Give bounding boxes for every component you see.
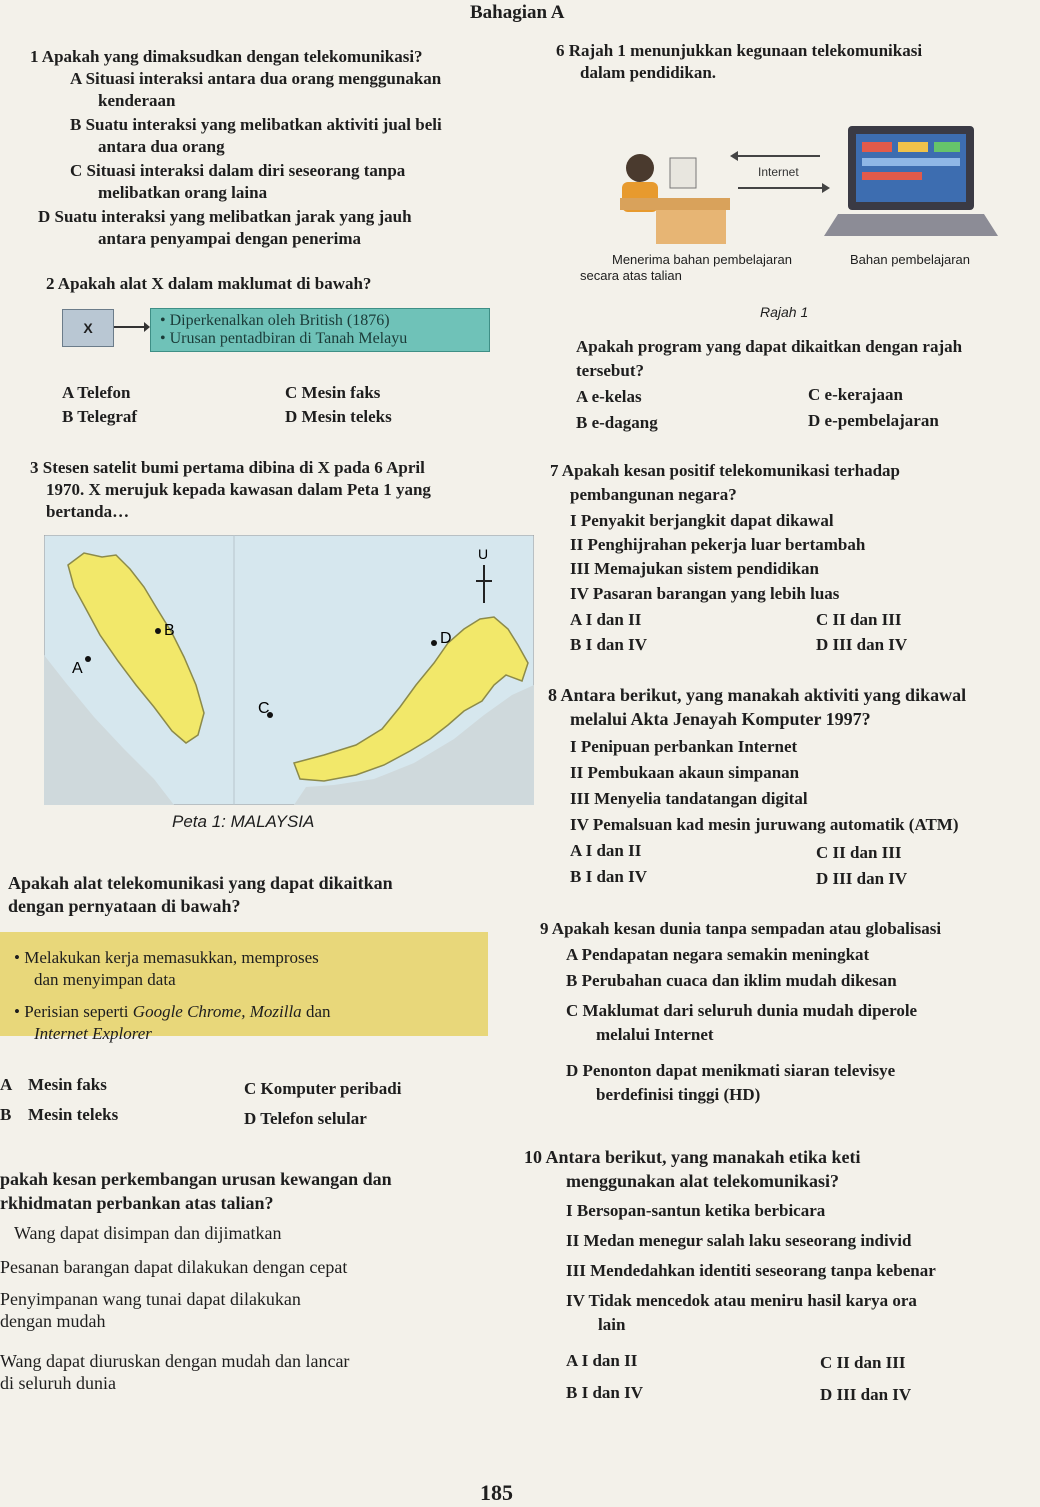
screen-block-3: [934, 142, 960, 152]
q2-arrow-icon: [114, 319, 150, 335]
q4-bullet-2d: Internet Explorer: [34, 1024, 152, 1043]
q10-option-d: D III dan IV: [820, 1385, 912, 1404]
q3-stem-line3: bertanda…: [46, 502, 130, 521]
q5-option-4a: Wang dapat diuruskan dengan mudah dan lancar: [0, 1351, 350, 1371]
q1-option-b-cont: antara dua orang: [98, 137, 225, 156]
screen-block-4: [862, 158, 960, 166]
map-caption: Peta 1: MALAYSIA: [172, 812, 315, 831]
q5-option-3b: dengan mudah: [0, 1311, 106, 1331]
q7-item-iii: III Memajukan sistem pendidikan: [570, 559, 819, 578]
q5-stem-line1: pakah kesan perkembangan urusan kewangan dan: [0, 1169, 392, 1189]
q4-bullet-2: [14, 1002, 330, 1022]
q7-item-iv: IV Pasaran barangan yang lebih luas: [570, 584, 840, 603]
q6-option-d: D e-pembelajaran: [808, 411, 939, 430]
map-label-c: C: [258, 700, 270, 717]
internet-label: Internet: [758, 165, 799, 179]
marker-a: [85, 656, 91, 662]
rajah-1-figure: [600, 118, 1000, 258]
q4-stem-line2: dengan pernyataan di bawah?: [8, 896, 241, 916]
map-label-b: B: [164, 622, 175, 639]
q9-option-c: C Maklumat dari seluruh dunia mudah diperole: [566, 1001, 918, 1020]
q6-question-line1: Apakah program yang dapat dikaitkan dengan rajah: [576, 337, 963, 356]
q2-option-b: B Telegraf: [62, 407, 138, 426]
q1-option-d: D Suatu interaksi yang melibatkan jarak yang jauh: [38, 207, 412, 226]
q2-option-d: D Mesin teleks: [285, 407, 392, 426]
marker-d: [431, 640, 437, 646]
q9-option-b: B Perubahan cuaca dan iklim mudah dikesan: [566, 971, 897, 990]
figure-title: Rajah 1: [760, 304, 809, 320]
page-number: 185: [480, 1480, 513, 1505]
q2-stem: 2 Apakah alat X dalam maklumat di bawah?: [46, 274, 372, 293]
figure-caption-right: Bahan pembelajaran: [850, 252, 970, 267]
laptop-small: [670, 158, 696, 188]
q2-x-box: X: [62, 309, 114, 347]
q1-option-b: B Suatu interaksi yang melibatkan aktiviti jual beli: [70, 115, 442, 134]
q7-item-ii: II Penghijrahan pekerja luar bertambah: [570, 535, 866, 554]
q10-option-a: A I dan II: [566, 1351, 638, 1370]
q9-option-d-cont: berdefinisi tinggi (HD): [596, 1085, 761, 1104]
q8-option-d: D III dan IV: [816, 869, 908, 888]
q6-stem-line2: dalam pendidikan.: [580, 63, 717, 82]
q7-item-i: I Penyakit berjangkit dapat dikawal: [570, 511, 834, 530]
q3-stem-line2: 1970. X merujuk kepada kawasan dalam Peta 1 yang: [46, 480, 431, 499]
q2-bullet-1: • Diperkenalkan oleh British (1876): [160, 312, 390, 329]
q8-stem-line2: melalui Akta Jenayah Komputer 1997?: [570, 709, 871, 729]
q7-option-c: C II dan III: [816, 610, 902, 629]
q10-item-i: I Bersopan-santun ketika berbicara: [566, 1201, 826, 1220]
q6-question-line2: tersebut?: [576, 361, 644, 380]
q8-item-i: I Penipuan perbankan Internet: [570, 737, 798, 756]
q2-option-a: A Telefon: [62, 383, 131, 402]
q5-option-3a: Penyimpanan wang tunai dapat dilakukan: [0, 1289, 301, 1309]
q8-option-c: C II dan III: [816, 843, 902, 862]
section-header: Bahagian A: [470, 2, 565, 23]
q7-option-b: B I dan IV: [570, 635, 648, 654]
q10-item-ii: II Medan menegur salah laku seseorang individ: [566, 1231, 912, 1250]
student-head: [626, 154, 654, 182]
q7-option-a: A I dan II: [570, 610, 642, 629]
q9-option-c-cont: melalui Internet: [596, 1025, 714, 1044]
north-label: U: [478, 546, 489, 562]
q10-option-b: B I dan IV: [566, 1383, 644, 1402]
q10-item-iv-cont: lain: [598, 1315, 626, 1334]
q10-stem-line2: menggunakan alat telekomunikasi?: [566, 1171, 840, 1191]
q8-item-ii: II Pembukaan akaun simpanan: [570, 763, 800, 782]
q5-option-4b: di seluruh dunia: [0, 1373, 116, 1393]
q2-bullet-2: • Urusan pentadbiran di Tanah Melayu: [160, 330, 408, 347]
q4-bullet-2a: • Perisian seperti: [14, 1002, 133, 1021]
big-laptop-keyboard: [824, 214, 998, 236]
desk-top: [620, 198, 730, 210]
q10-item-iv: IV Tidak mencedok atau meniru hasil karya ora: [566, 1291, 917, 1310]
q4-bullet-1a: • Melakukan kerja memasukkan, memproses: [14, 948, 319, 967]
q4-option-b: Mesin teleks: [28, 1105, 119, 1124]
malaysia-map: [44, 535, 534, 805]
screen-block-2: [898, 142, 928, 152]
q1-stem: 1 Apakah yang dimaksudkan dengan telekomunikasi?: [30, 47, 423, 66]
q4-option-a-letter: A: [0, 1075, 13, 1094]
q5-stem-line2: rkhidmatan perbankan atas talian?: [0, 1193, 274, 1213]
q4-bullet-2c: dan: [301, 1002, 331, 1021]
q8-item-iv: IV Pemalsuan kad mesin juruwang automatik (ATM): [570, 815, 959, 834]
q5-option-1: Wang dapat disimpan dan dijimatkan: [14, 1223, 282, 1243]
q9-stem: 9 Apakah kesan dunia tanpa sempadan atau globalisasi: [540, 919, 942, 938]
q8-option-b: B I dan IV: [570, 867, 648, 886]
q3-stem-line1: 3 Stesen satelit bumi pertama dibina di X pada 6 April: [30, 458, 425, 477]
q7-stem-line1: 7 Apakah kesan positif telekomunikasi terhadap: [550, 461, 900, 480]
q1-option-a-cont: kenderaan: [98, 91, 176, 110]
arrow-top-head: [730, 151, 738, 161]
figure-caption-left-1: Menerima bahan pembelajaran: [612, 252, 792, 267]
q10-option-c: C II dan III: [820, 1353, 906, 1372]
screen-block-5: [862, 172, 922, 180]
q5-option-2: Pesanan barangan dapat dilakukan dengan cepat: [0, 1257, 348, 1277]
q7-stem-line2: pembangunan negara?: [570, 485, 737, 504]
q9-option-d: D Penonton dapat menikmati siaran televisye: [566, 1061, 896, 1080]
desk-body: [656, 210, 726, 244]
screen-block-1: [862, 142, 892, 152]
marker-b: [155, 628, 161, 634]
map-label-d: D: [440, 630, 452, 647]
q8-option-a: A I dan II: [570, 841, 642, 860]
q4-option-c: C Komputer peribadi: [244, 1079, 402, 1098]
arrow-bottom-head: [822, 183, 830, 193]
q4-option-a: Mesin faks: [28, 1075, 107, 1094]
q6-option-a: A e-kelas: [576, 387, 642, 406]
q1-option-c: C Situasi interaksi dalam diri seseorang tanpa: [70, 161, 406, 180]
q7-option-d: D III dan IV: [816, 635, 908, 654]
q4-option-d: D Telefon selular: [244, 1109, 367, 1128]
q10-item-iii: III Mendedahkan identiti seseorang tanpa kebenar: [566, 1261, 936, 1280]
q1-option-c-cont: melibatkan orang laina: [98, 183, 268, 202]
map-label-a: A: [72, 660, 83, 677]
q4-option-b-letter: B: [0, 1105, 12, 1124]
q8-stem-line1: 8 Antara berikut, yang manakah aktiviti yang dikawal: [548, 685, 967, 705]
q8-item-iii: III Menyelia tandatangan digital: [570, 789, 808, 808]
q1-option-a: A Situasi interaksi antara dua orang menggunakan: [70, 69, 442, 88]
q10-stem-line1: 10 Antara berikut, yang manakah etika keti: [524, 1147, 861, 1167]
q4-bullet-1b: dan menyimpan data: [34, 970, 176, 989]
q9-option-a: A Pendapatan negara semakin meningkat: [566, 945, 870, 964]
q4-bullet-2b: Google Chrome, Mozilla: [132, 1002, 302, 1021]
figure-caption-left-2: secara atas talian: [580, 268, 682, 283]
q6-option-c: C e-kerajaan: [808, 385, 903, 404]
q6-option-b: B e-dagang: [576, 413, 658, 432]
q2-option-c: C Mesin faks: [285, 383, 381, 402]
q1-option-d-cont: antara penyampai dengan penerima: [98, 229, 362, 248]
q4-stem-line1: Apakah alat telekomunikasi yang dapat dikaitkan: [8, 873, 393, 893]
q6-stem-line1: 6 Rajah 1 menunjukkan kegunaan telekomunikasi: [556, 41, 923, 60]
